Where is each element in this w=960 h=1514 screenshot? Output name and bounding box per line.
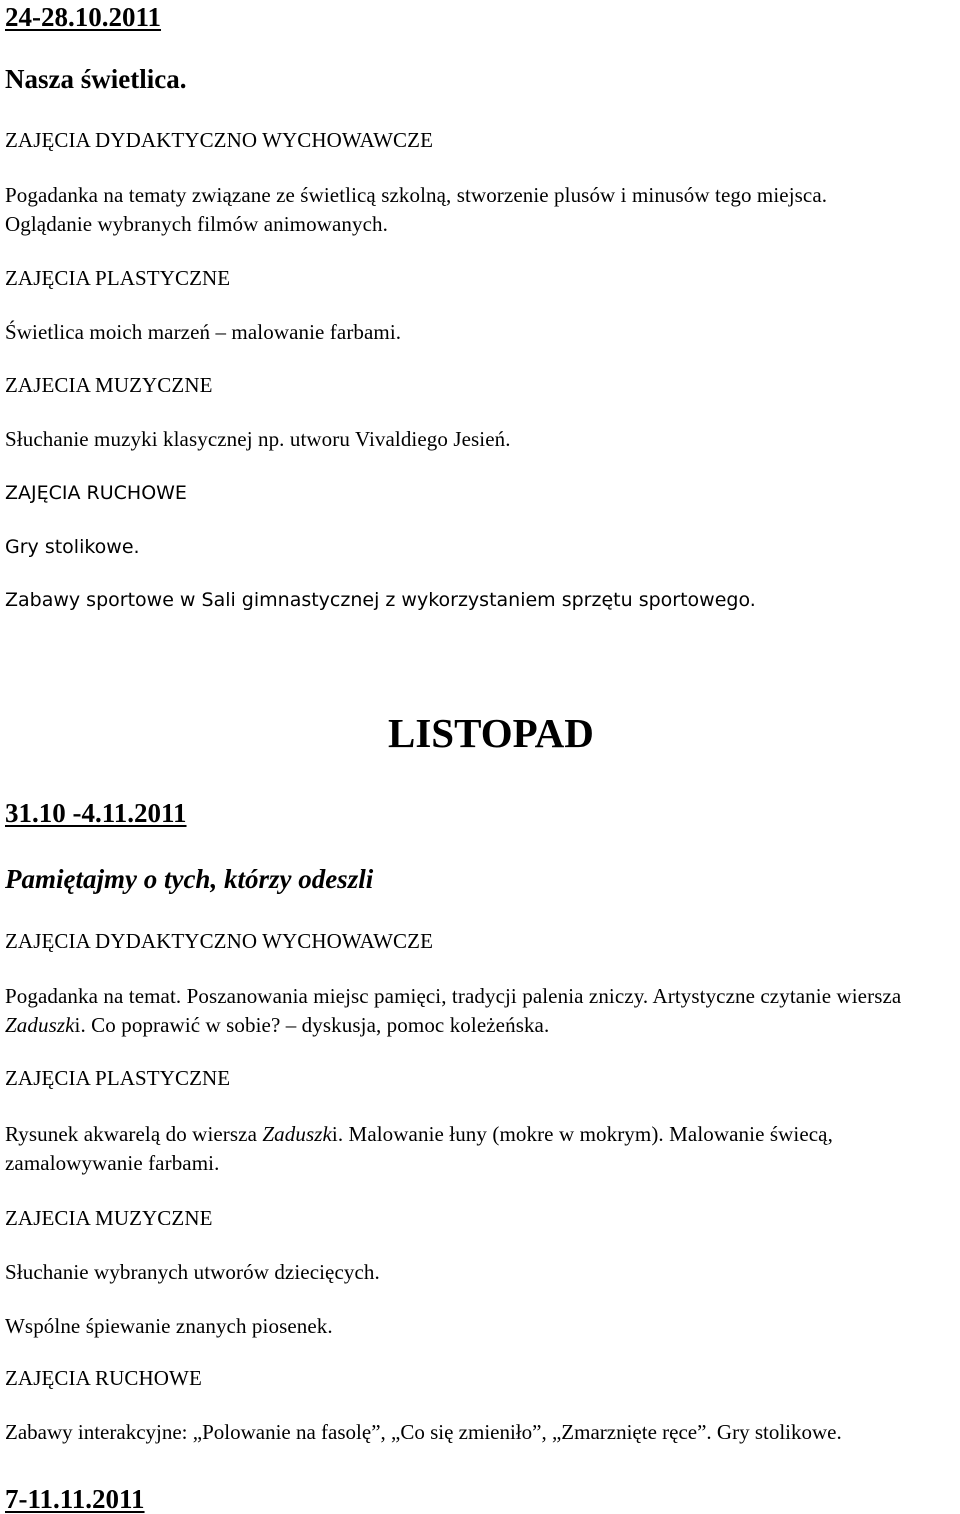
week2-music-line-2: Wspólne śpiewanie znanych piosenek. [5,1314,333,1338]
week1-art-line-1: Świetlica moich marzeń – malowanie farbami. [5,320,402,344]
week2-heading-movement: ZAJĘCIA RUCHOWE [5,1366,202,1390]
week1-title: Nasza świetlica. [5,64,187,94]
week1-heading-didactic: ZAJĘCIA DYDAKTYCZNO WYCHOWAWCZE [5,128,433,152]
week2-didactic-poem-title: Zaduszk [5,1013,75,1037]
week2-art-text-2: i. Malowanie łuny (mokre w mokrym). Malowanie świecą, zamalowywanie farbami. [5,1122,833,1175]
week1-heading-music: ZAJECIA MUZYCZNE [5,373,213,397]
week2-heading-didactic: ZAJĘCIA DYDAKTYCZNO WYCHOWAWCZE [5,929,433,953]
week1-heading-movement: ZAJĘCIA RUCHOWE [5,482,187,504]
week1-music-line-1: Słuchanie muzyki klasycznej np. utworu Vivaldiego Jesień. [5,427,511,451]
week2-heading-art: ZAJĘCIA PLASTYCZNE [5,1066,231,1090]
week2-date: 31.10 -4.11.2011 [5,798,187,828]
week2-movement-line-1: Zabawy interakcyjne: „Polowanie na fasolę”, „Co się zmieniło”, „Zmarznięte ręce”. Gry stolikowe. [5,1420,842,1444]
week2-music-line-1: Słuchanie wybranych utworów dziecięcych. [5,1260,380,1284]
week1-heading-art: ZAJĘCIA PLASTYCZNE [5,266,231,290]
week2-art-poem-title: Zaduszk [262,1122,332,1146]
week2-didactic-paragraph [5,982,955,1040]
week2-didactic-text-2: i. Co poprawić w sobie? – dyskusja, pomoc koleżeńska. [74,1013,550,1037]
week1-date: 24-28.10.2011 [5,2,162,32]
week2-didactic-text-1: Pogadanka na temat. Poszanowania miejsc pamięci, tradycji palenia zniczy. Artystyczne czytanie wiersza [5,984,902,1008]
month-heading: LISTOPAD [388,710,594,756]
week2-art-paragraph [5,1120,955,1178]
week2-art-text-1: Rysunek akwarelą do wiersza [5,1122,263,1146]
week3-date: 7-11.11.2011 [5,1484,145,1514]
week1-movement-line-2: Zabawy sportowe w Sali gimnastycznej z wykorzystaniem sprzętu sportowego. [5,589,756,611]
week1-movement-line-1: Gry stolikowe. [5,536,140,558]
week2-heading-music: ZAJECIA MUZYCZNE [5,1206,213,1230]
week2-title: Pamiętajmy o tych, którzy odeszli [5,864,374,894]
week1-didactic-line-2: Oglądanie wybranych filmów animowanych. [5,212,388,236]
week1-didactic-line-1: Pogadanka na tematy związane ze świetlicą szkolną, stworzenie plusów i minusów tego miejsca. [5,183,828,207]
